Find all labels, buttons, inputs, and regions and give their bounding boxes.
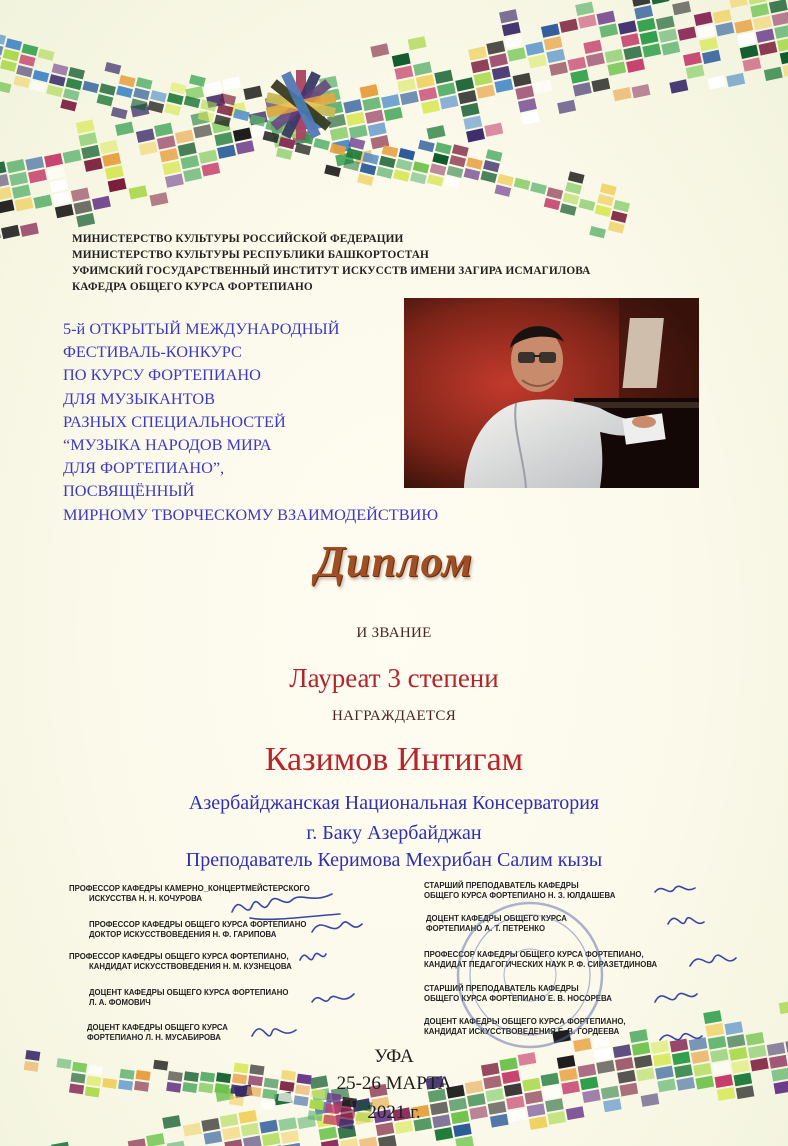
official-stamp: [458, 903, 602, 1047]
jury-title: ПРОФЕССОР КАФЕДРЫ ОБЩЕГО КУРСА ФОРТЕПИАНО: [89, 920, 307, 929]
signature: [660, 1034, 702, 1040]
ministry-line: МИНИСТЕРСТВО КУЛЬТУРЫ РЕСПУБЛИКИ БАШКОРТОСТАН: [72, 249, 429, 261]
signature: [232, 894, 340, 919]
signature: [300, 953, 326, 960]
jury-name: ДОКТОР ИСКУССТВОВЕДЕНИЯ Н. Ф. ГАРИПОВА: [89, 930, 277, 939]
signature: [655, 886, 695, 892]
footer-dates: 25-26 МАРТА: [336, 1073, 452, 1094]
jury-title: СТАРШИЙ ПРЕПОДАВАТЕЛЬ КАФЕДРЫ: [424, 881, 579, 890]
jury-title: СТАРШИЙ ПРЕПОДАВАТЕЛЬ КАФЕДРЫ: [424, 984, 579, 993]
signature: [668, 918, 704, 924]
footer-year: 2021 г.: [367, 1102, 421, 1123]
jury-name: ФОРТЕПИАНО А. Т. ПЕТРЕНКО: [426, 924, 546, 933]
jury-title: ДОЦЕНТ КАФЕДРЫ ОБЩЕГО КУРСА: [87, 1023, 228, 1032]
festival-line: МИРНОМУ ТВОРЧЕСКОМУ ВЗАИМОДЕЙСТВИЮ: [63, 504, 439, 524]
awarded-label: НАГРАЖДАЕТСЯ: [331, 708, 457, 724]
jury-name: ОБЩЕГО КУРСА ФОРТЕПИАНО Е. В. НОСОРЕВА: [424, 994, 612, 1003]
jury-name: ФОРТЕПИАНО Л. Н. МУСАБИРОВА: [87, 1033, 221, 1042]
festival-line: ФЕСТИВАЛЬ-КОНКУРС: [63, 342, 242, 362]
jury-name: Л. А. ФОМОВИЧ: [89, 998, 151, 1007]
footer-city: УФА: [374, 1046, 414, 1067]
title-label: И ЗВАНИЕ: [356, 625, 432, 641]
jury-name: КАНДИДАТ ИСКУССТВОВЕДЕНИЯ Н. М. КУЗНЕЦОВА: [89, 962, 292, 971]
ministry-line: МИНИСТЕРСТВО КУЛЬТУРЫ РОССИЙСКОЙ ФЕДЕРАЦИИ: [72, 233, 404, 245]
ministry-line: КАФЕДРА ОБЩЕГО КУРСА ФОРТЕПИАНО: [72, 281, 313, 293]
festival-line: ПО КУРСУ ФОРТЕПИАНО: [63, 365, 261, 385]
jury-title: ПРОФЕССОР КАФЕДРЫ ОБЩЕГО КУРСА ФОРТЕПИАНО,: [69, 952, 289, 961]
recipient-name: Казимов Интигам: [264, 741, 524, 778]
jury-title: ПРОФЕССОР КАФЕДРЫ КАМЕРНО_КОНЦЕРТМЕЙСТЕРСКОГО: [69, 884, 310, 893]
jury-name: ИСКУССТВА Н. Н. КОЧУРОВА: [89, 894, 203, 903]
ministry-line: УФИМСКИЙ ГОСУДАРСТВЕННЫЙ ИНСТИТУТ ИСКУССТВ ИМЕНИ ЗАГИРА ИСМАГИЛОВА: [72, 265, 591, 277]
festival-line: ДЛЯ ФОРТЕПИАНО”,: [63, 458, 225, 478]
jury-name: ОБЩЕГО КУРСА ФОРТЕПИАНО Н. З. ЮЛДАШЕВА: [424, 891, 616, 900]
signature: [312, 922, 362, 932]
laureate-rank: Лауреат 3 степени: [289, 663, 499, 693]
festival-line: “МУЗЫКА НАРОДОВ МИРА: [63, 435, 272, 455]
teacher-name: Преподаватель Керимова Мехрибан Салим кызы: [185, 849, 603, 871]
jury-name: КАНДИДАТ ПЕДАГОГИЧЕСКИХ НАУК Р. Ф. СИРАЗЕТДИНОВА: [424, 960, 658, 969]
signature: [655, 993, 697, 1002]
jury-title: ДОЦЕНТ КАФЕДРЫ ОБЩЕГО КУРСА: [426, 914, 567, 923]
festival-line: ДЛЯ МУЗЫКАНТОВ: [63, 388, 215, 408]
signature: [252, 1029, 296, 1036]
jury-title: ДОЦЕНТ КАФЕДРЫ ОБЩЕГО КУРСА ФОРТЕПИАНО,: [424, 1017, 626, 1026]
jury-name: КАНДИДАТ ИСКУССТВОВЕДЕНИЯ Е. В. ГОРДЕЕВА: [424, 1027, 620, 1036]
signature: [690, 955, 736, 966]
festival-line: ПОСВЯЩЁННЫЙ: [63, 481, 195, 501]
jury-title: ПРОФЕССОР КАФЕДРЫ ОБЩЕГО КУРСА ФОРТЕПИАНО,: [424, 950, 644, 959]
institution-name: Азербайджанская Национальная Консерватория: [188, 792, 600, 814]
festival-line: 5-й ОТКРЫТЫЙ МЕЖДУНАРОДНЫЙ: [63, 319, 340, 338]
city-country: г. Баку Азербайджан: [306, 822, 482, 844]
signature: [312, 994, 354, 1002]
diploma-heading: Диплом: [314, 537, 474, 586]
jury-title: ДОЦЕНТ КАФЕДРЫ ОБЩЕГО КУРСА ФОРТЕПИАНО: [89, 988, 289, 997]
festival-line: РАЗНЫХ СПЕЦИАЛЬНОСТЕЙ: [63, 411, 286, 431]
